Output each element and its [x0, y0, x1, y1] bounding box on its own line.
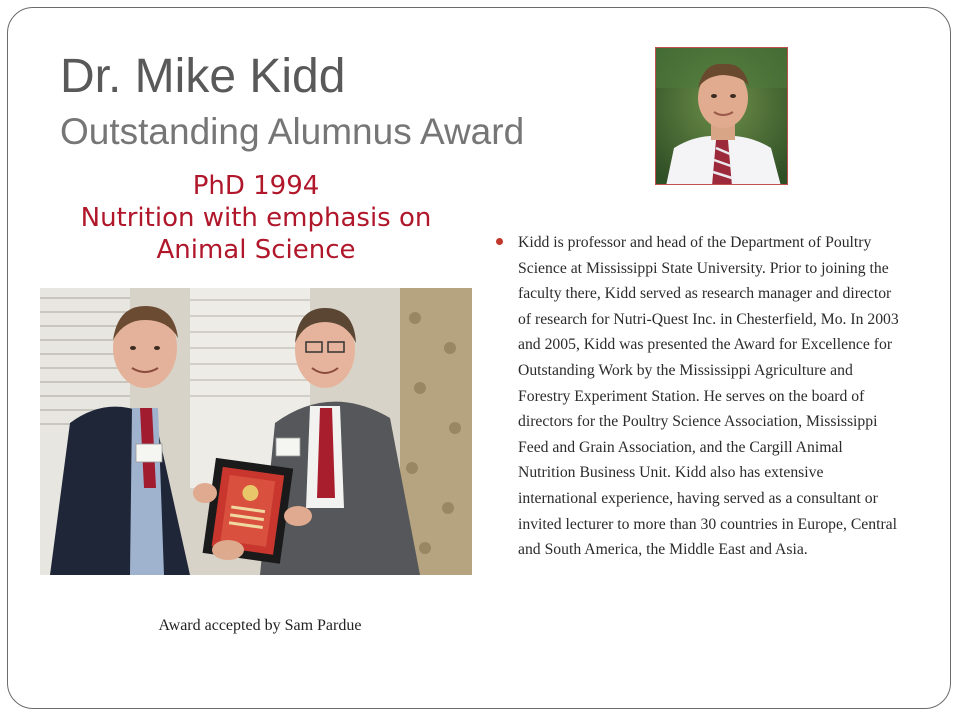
- degree-year: PhD 1994: [192, 171, 320, 201]
- degree-field-cont: Animal Science: [156, 235, 356, 265]
- slide-subtitle: Outstanding Alumnus Award: [60, 111, 525, 152]
- degree-info: [40, 170, 472, 266]
- award-ceremony-photo: [40, 288, 472, 575]
- portrait-photo: [655, 47, 788, 185]
- slide-title: Dr. Mike Kidd: [60, 50, 346, 103]
- bio-text: Kidd is professor and head of the Department of Poultry Science at Mississippi State University. Prior to joining the faculty there, Kidd served as research manager and director of research for Nutri-Quest Inc. in Chesterfield, Mo. In 2003 and 2005, Kidd was presented the Award for Excellence for Outstanding Work by the Mississippi Agriculture and Forestry Experiment Station. He serves on the board of directors for the Poultry Science Association, Mississippi Feed and Grain Association, and the Cargill Animal Nutrition Business Unit. Kidd also has extensive international experience, having served as a consultant or invited lecturer to more than 30 countries in Europe, Central and South America, the Middle East and Asia.: [518, 234, 899, 559]
- photo-caption: Award accepted by Sam Pardue: [158, 617, 362, 634]
- bio-section: [496, 230, 901, 563]
- bullet-icon: [496, 238, 503, 245]
- degree-field: Nutrition with emphasis on: [80, 203, 432, 233]
